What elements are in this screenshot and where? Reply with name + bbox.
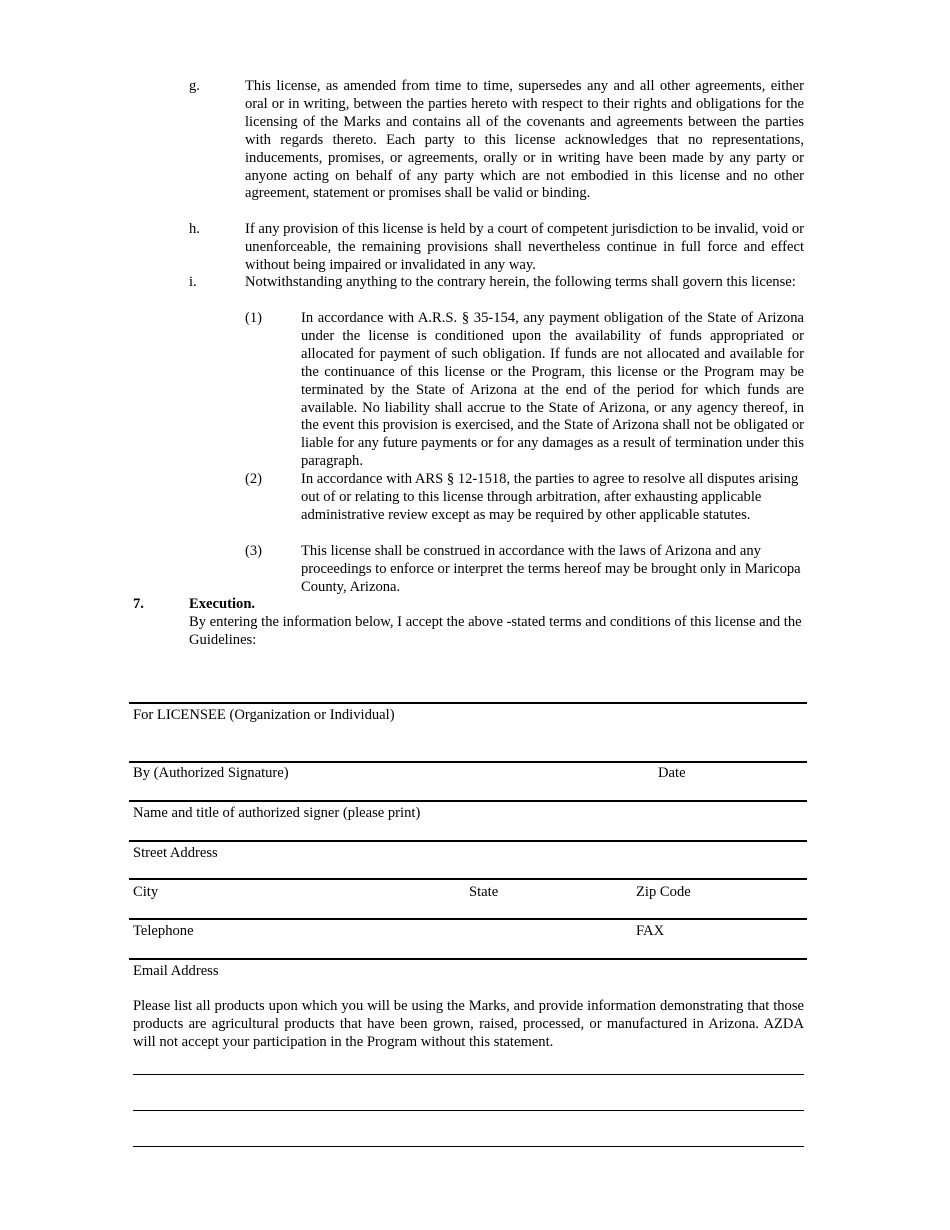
clause-g-label: g. <box>189 78 200 94</box>
street-line[interactable] <box>129 840 807 842</box>
clause-i-text: Notwithstanding anything to the contrary herein, the following terms shall govern this license: <box>245 274 796 290</box>
section-7-heading: Execution. <box>189 596 256 612</box>
products-line[interactable] <box>133 1110 804 1111</box>
section-7-number: 7. <box>133 596 144 612</box>
street-label: Street Address <box>133 845 218 861</box>
products-line[interactable] <box>133 1146 804 1147</box>
zip-label: Zip Code <box>636 884 691 900</box>
subitem-3-text: This license shall be construed in accordance with the laws of Arizona and any proceedings to enforce or interpret the terms hereof may be brought only in Maricopa County, Arizona. <box>301 543 801 595</box>
signature-label: By (Authorized Signature) <box>133 765 289 781</box>
city-label: City <box>133 884 159 900</box>
name-title-label: Name and title of authorized signer (please print) <box>133 805 421 821</box>
licensee-label: For LICENSEE (Organization or Individual) <box>133 707 395 723</box>
products-line[interactable] <box>133 1074 804 1075</box>
subitem-3-label: (3) <box>245 543 263 559</box>
clause-g-text: This license, as amended from time to time, supersedes any and all other agreements, either oral or in writing, between the parties hereto with respect to their rights and obligations for the licensing of the Marks and contains all of the covenants and agreements between the parties with regards thereto. Each party to this license acknowledges that no representations, inducements, promises, or agreements, orally or in writing have been made by any party or anyone acting on behalf of any party which are not embodied in this license and no other agreement, statement or promises shall be valid or binding. <box>245 78 804 202</box>
clause-i-label: i. <box>189 274 197 290</box>
email-line[interactable] <box>129 958 807 960</box>
products-instructions: Please list all products upon which you will be using the Marks, and provide information demonstrating that those products are agricultural products that have been grown, raised, processed, or manufactured in Arizona. AZDA will not accept your participation in the Program without this statement. <box>133 998 804 1050</box>
subitem-1-label: (1) <box>245 310 263 326</box>
clause-h-text: If any provision of this license is held by a court of competent jurisdiction to be invalid, void or unenforceable, the remaining provisions shall nevertheless continue in full force and effect without being impaired or invalidated in any way. <box>245 221 804 273</box>
telephone-label: Telephone <box>133 923 194 939</box>
city-line[interactable] <box>129 878 807 880</box>
date-label: Date <box>658 765 686 781</box>
subitem-1-text: In accordance with A.R.S. § 35-154, any payment obligation of the State of Arizona under the license is conditioned upon the availability of funds appropriated or allocated for payment of such obligation. If funds are not allocated and available for the continuance of this license or the Program, this license or the Program may be terminated by the State of Arizona at the end of the period for which funds are available. No liability shall accrue to the State of Arizona, or any agency thereof, in the event this provision is exercised, and the State of Arizona shall not be obligated or liable for any future payments or for any damages as a result of termination under this paragraph. <box>301 310 804 470</box>
name-title-line[interactable] <box>129 800 807 802</box>
telephone-line[interactable] <box>129 918 807 920</box>
subitem-2-text: In accordance with ARS § 12-1518, the parties to agree to resolve all disputes arising out of or relating to this license through arbitration, after exhausting applicable administrative review except as may be required by other applicable statutes. <box>301 471 799 523</box>
section-7-text: By entering the information below, I accept the above -stated terms and conditions of this license and the Guidelines: <box>189 614 802 648</box>
state-label: State <box>469 884 499 900</box>
email-label: Email Address <box>133 963 219 979</box>
licensee-line[interactable] <box>129 702 807 704</box>
clause-h-label: h. <box>189 221 200 237</box>
subitem-2-label: (2) <box>245 471 263 487</box>
signature-line[interactable] <box>129 761 807 763</box>
fax-label: FAX <box>636 923 665 939</box>
